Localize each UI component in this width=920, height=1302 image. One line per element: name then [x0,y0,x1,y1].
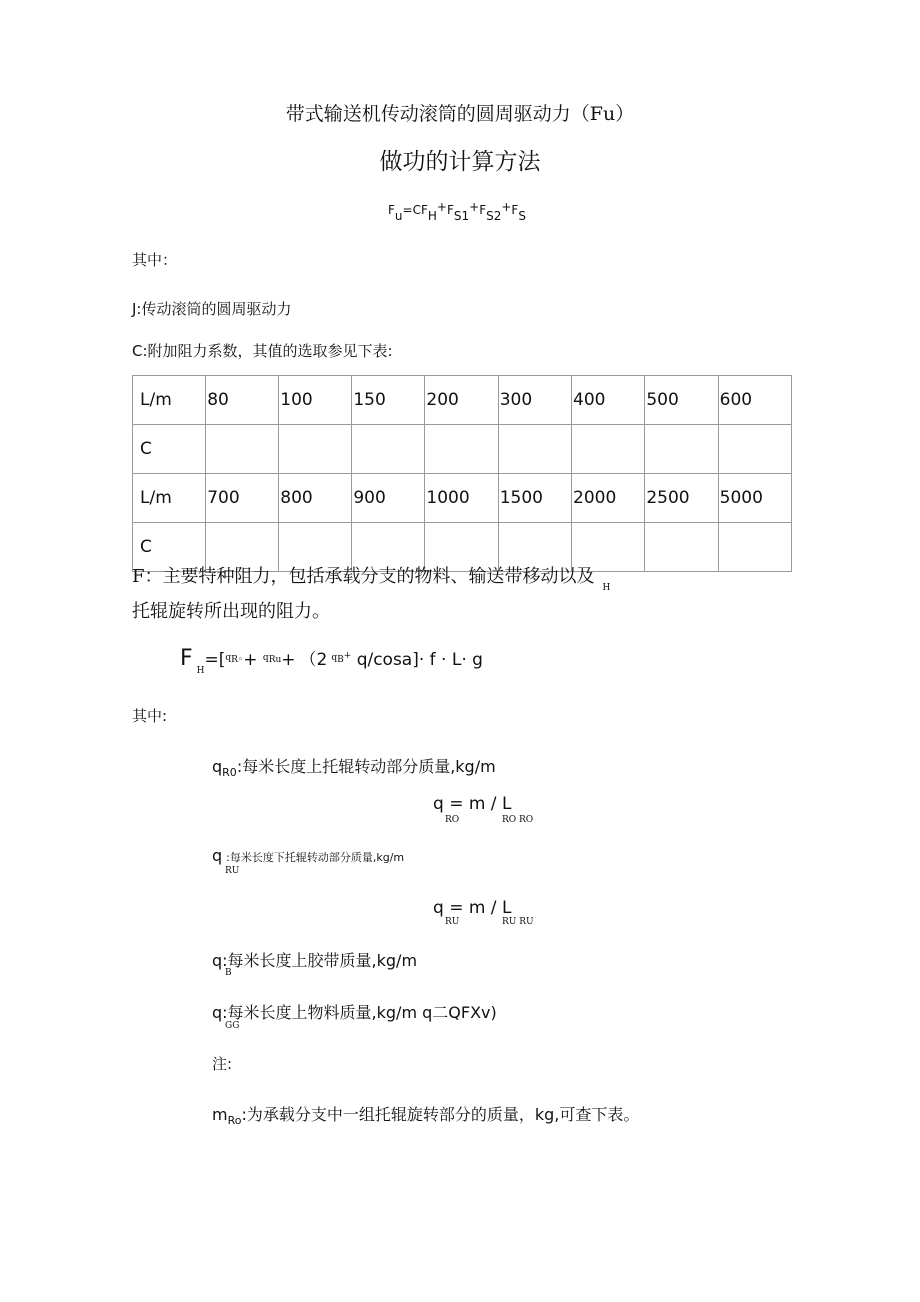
table-cell: 1000 [425,474,498,523]
definition-qro: $q_{R0}$:每米长度上托辊转动部分质量,kg/m [212,757,496,779]
table-cell: 100 [279,376,352,425]
note-label: 注: [212,1055,233,1073]
coefficient-table [132,375,792,572]
table-cell [572,425,645,474]
table-cell [645,523,718,572]
table-row [133,376,792,425]
table-cell: L/m [133,376,206,425]
definition-qg-sub: GG [225,1021,240,1031]
table-cell [352,425,425,474]
definition-qru-sub: RU [225,866,240,876]
table-cell: C [133,425,206,474]
page-title: 带式输送机传动滚筒的圆周驱动力（Fu） [285,103,635,125]
table-row [133,474,792,523]
definition-qb-sub: B [225,968,232,978]
table-cell: 400 [572,376,645,425]
table-cell [718,425,791,474]
table-cell: 5000 [718,474,791,523]
table-cell [498,425,571,474]
fh-formula: F $_H$=[$^q$R◦+ $^q$Ru+ （2 $^q$B+ q/cosa]· f · L· g [180,646,483,676]
page-subtitle: 做功的计算方法 [379,149,541,175]
table-cell: 2000 [572,474,645,523]
table-cell: 1500 [498,474,571,523]
table-cell [425,425,498,474]
table-cell: C [133,523,206,572]
equation-qro-sub: RO [445,815,460,825]
definition-qb: q:每米长度上胶带质量,kg/m [212,951,418,970]
table-cell: 200 [425,376,498,425]
equation-qro-sub2: RO RO [502,815,534,825]
table-cell: 300 [498,376,571,425]
definition-mro: $m_{Ro}$:为承载分支中一组托辊旋转部分的质量，kg,可查下表。 [212,1105,640,1127]
table-cell [279,425,352,474]
where-label-2: 其中: [132,707,168,725]
main-formula: $F_u=CF_H^+F_{S1}^+F_{S2}^+F_S$ [388,200,526,223]
equation-qru-sub: RU [445,917,460,927]
definition-qru: q :每米长度下托辊转动部分质量,kg/m [212,846,405,865]
table-cell: 150 [352,376,425,425]
table-row [133,425,792,474]
table-cell [718,523,791,572]
equation-qru-sub2: RU RU [502,917,534,927]
definition-j: J:传动滚筒的圆周驱动力 [132,300,292,318]
table-cell: 700 [206,474,279,523]
fh-description-line2: 托辊旋转所出现的阻力。 [132,601,330,622]
where-label: 其中： [132,251,178,269]
table-cell: 900 [352,474,425,523]
definition-qg: q:每米长度上物料质量,kg/m q二QFXv) [212,1003,497,1022]
table-cell [206,425,279,474]
equation-qru: q = m / L [433,898,512,918]
table-cell: 600 [718,376,791,425]
table-cell: L/m [133,474,206,523]
table-cell: 500 [645,376,718,425]
table-cell [645,425,718,474]
table-cell: 80 [206,376,279,425]
definition-c: C:附加阻力系数，其值的选取参见下表: [132,342,393,360]
table-cell: 800 [279,474,352,523]
equation-qro: q = m / L [433,794,512,814]
fh-description-line1: F：主要特种阻力，包括承载分支的物料、输送带移动以及$_H$ [132,566,611,593]
table-cell: 2500 [645,474,718,523]
